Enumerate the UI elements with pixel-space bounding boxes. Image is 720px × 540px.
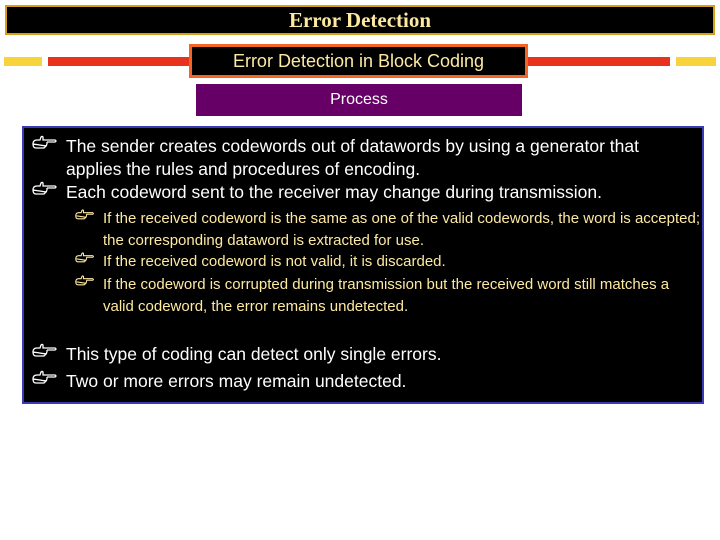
sub-bullet-text: If the received codeword is not valid, it is discarded. <box>103 253 446 270</box>
decorative-stripe-left-red <box>48 57 190 66</box>
section-title: Process <box>330 91 388 108</box>
pointing-hand-icon <box>75 274 95 288</box>
pointing-hand-icon <box>32 370 58 386</box>
pointing-hand-icon <box>32 135 58 151</box>
sub-bullet-item <box>75 274 700 317</box>
sub-bullet-text: If the codeword is corrupted during transmission but the received word still matches a valid codeword, the error remains undetected. <box>103 276 670 315</box>
pointing-hand-icon <box>75 251 95 265</box>
sub-bullet-item <box>75 251 700 273</box>
bullet-item <box>32 135 692 181</box>
decorative-stripe-left-yellow <box>4 57 42 66</box>
sub-bullet-item <box>75 208 700 251</box>
title-bar <box>5 5 715 35</box>
bullet-item <box>32 181 692 204</box>
bullet-text: Two or more errors may remain undetected. <box>66 371 407 391</box>
bullet-text: This type of coding can detect only single errors. <box>66 344 442 364</box>
pointing-hand-icon <box>32 343 58 359</box>
subtitle-box <box>189 44 528 78</box>
sub-bullet-text: If the received codeword is the same as one of the valid codewords, the word is accepted; the corresponding dataword is extracted for use. <box>103 210 700 249</box>
pointing-hand-icon <box>32 181 58 197</box>
section-header <box>196 84 522 116</box>
page-title: Error Detection <box>288 7 432 32</box>
subtitle: Error Detection in Block Coding <box>232 50 485 71</box>
bullet-text: Each codeword sent to the receiver may change during transmission. <box>66 182 602 202</box>
bullet-text: The sender creates codewords out of datawords by using a generator that applies the rules and procedures of encoding. <box>66 136 639 179</box>
decorative-stripe-right-red <box>528 57 670 66</box>
bullet-item <box>32 370 692 393</box>
decorative-stripe-right-yellow <box>676 57 716 66</box>
pointing-hand-icon <box>75 208 95 222</box>
bullet-item <box>32 343 692 366</box>
